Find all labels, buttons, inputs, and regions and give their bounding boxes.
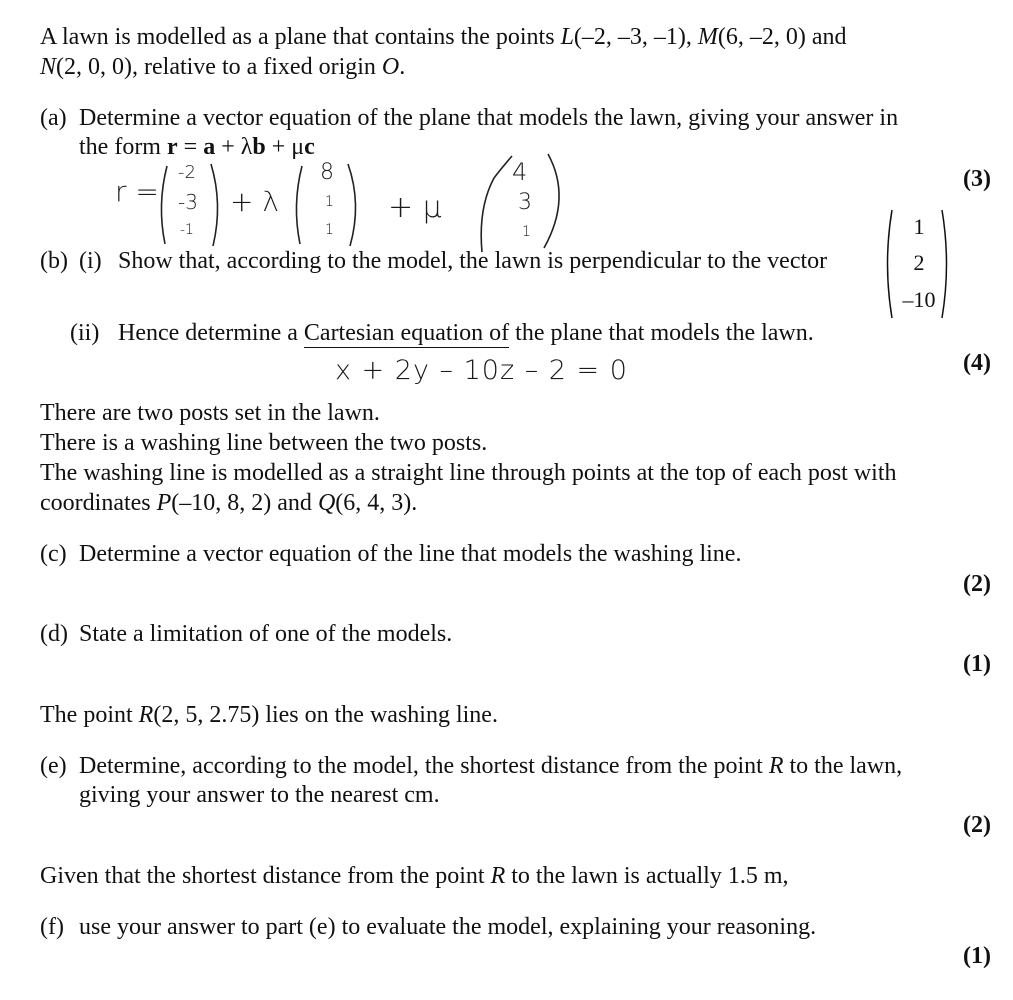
vector-c: c <box>304 134 315 160</box>
part-b-marks: (4) <box>963 350 991 376</box>
intro-period: . <box>399 54 406 80</box>
hw-a-3: -1 <box>180 222 194 238</box>
point-r-prefix: The point <box>40 702 139 728</box>
hw-plus-mu: + μ <box>388 190 442 225</box>
part-a-text-1: Determine a vector equation of the plane that models the lawn, giving your answer in <box>79 105 899 131</box>
part-b-ii-prefix: Hence determine a <box>118 320 304 346</box>
part-e-marks: (2) <box>963 812 991 838</box>
point-P-coords: (–10, 8, 2) and <box>171 490 318 516</box>
intro-text: A lawn is modelled as a plane that contains the points <box>40 24 561 50</box>
hw-a-1: -2 <box>178 162 196 183</box>
hw-b-3: 1 <box>325 222 334 238</box>
part-a-form-prefix: the form <box>79 134 167 160</box>
part-d-text: State a limitation of one of the models. <box>79 621 453 647</box>
point-P: P <box>156 490 172 516</box>
handwritten-answer-b: x + 2y – 10z – 2 = 0 <box>335 355 628 386</box>
part-e-suffix: to the lawn, <box>783 753 903 779</box>
part-b-ii-label: (ii) <box>70 320 100 346</box>
point-L: L <box>560 24 574 50</box>
plus-lambda: + λ <box>215 134 253 160</box>
part-c-marks: (2) <box>963 571 991 597</box>
posts-line-1: There are two posts set in the lawn. <box>40 400 380 426</box>
part-f-marks: (1) <box>963 943 991 969</box>
normal-vector-z: –10 <box>902 287 936 312</box>
part-d-marks: (1) <box>963 651 991 677</box>
point-M-coords: (6, –2, 0) and <box>717 24 847 50</box>
given-prefix: Given that the shortest distance from the point <box>40 863 491 889</box>
vector-r: r <box>166 134 178 160</box>
point-Q: Q <box>317 490 336 516</box>
given-statement <box>40 861 789 891</box>
vector-a: a <box>203 134 216 160</box>
part-f-label: (f) <box>40 914 64 940</box>
hw-a-2: -3 <box>178 190 198 214</box>
hw-c-2: 3 <box>518 190 532 215</box>
vector-b: b <box>252 134 266 160</box>
posts-line-4 <box>40 488 417 518</box>
hw-c-1: 4 <box>512 158 528 186</box>
point-Q-coords: (6, 4, 3). <box>335 490 418 516</box>
plus-mu: + μ <box>265 134 305 160</box>
equals: = <box>177 134 204 160</box>
part-b-i-label: (i) <box>79 248 102 274</box>
part-b-ii-text <box>118 318 814 348</box>
origin-O: O <box>381 54 400 80</box>
point-R: R <box>138 702 154 728</box>
hw-plus-lambda: + λ <box>230 185 279 218</box>
normal-vector-x: 1 <box>913 214 925 239</box>
part-a-marks: (3) <box>963 166 991 192</box>
given-suffix: to the lawn is actually 1.5 m, <box>505 863 789 889</box>
part-e-label: (e) <box>40 753 67 779</box>
point-r-suffix: (2, 5, 2.75) lies on the washing line. <box>153 702 498 728</box>
part-c-text: Determine a vector equation of the line that models the washing line. <box>79 541 742 567</box>
intro-line-1 <box>40 22 847 52</box>
part-e-text-2: giving your answer to the nearest cm. <box>79 782 440 808</box>
hw-b-2: 1 <box>325 194 334 210</box>
point-L-coords: (–2, –3, –1), <box>573 24 698 50</box>
point-R-given: R <box>490 863 506 889</box>
intro-line-2 <box>40 52 405 82</box>
point-N: N <box>40 54 57 80</box>
posts-coords-prefix: coordinates <box>40 490 157 516</box>
point-R-ref: R <box>768 753 784 779</box>
underlined-phrase: Cartesian equation of <box>303 320 510 346</box>
part-c-label: (c) <box>40 541 67 567</box>
part-e-text-1 <box>79 751 902 781</box>
part-e-prefix: Determine, according to the model, the shortest distance from the point <box>79 753 769 779</box>
normal-vector-y: 2 <box>913 250 925 275</box>
part-a-label: (a) <box>40 105 67 131</box>
point-M: M <box>697 24 718 50</box>
point-r-statement <box>40 700 498 730</box>
posts-line-3: The washing line is modelled as a straight line through points at the top of each post with <box>40 460 897 486</box>
hw-b-1: 8 <box>320 160 334 185</box>
part-b-i-text: Show that, according to the model, the lawn is perpendicular to the vector <box>118 248 828 274</box>
point-N-coords: (2, 0, 0), relative to a fixed origin <box>56 54 382 80</box>
part-d-label: (d) <box>40 621 68 647</box>
part-a-text-2 <box>79 132 315 162</box>
hw-r-equals: r = <box>115 175 159 208</box>
part-f-text: use your answer to part (e) to evaluate the model, explaining your reasoning. <box>79 914 817 940</box>
part-b-label: (b) <box>40 248 68 274</box>
hw-c-3: 1 <box>522 224 531 240</box>
posts-line-2: There is a washing line between the two posts. <box>40 430 488 456</box>
part-b-ii-suffix: the plane that models the lawn. <box>509 320 814 346</box>
